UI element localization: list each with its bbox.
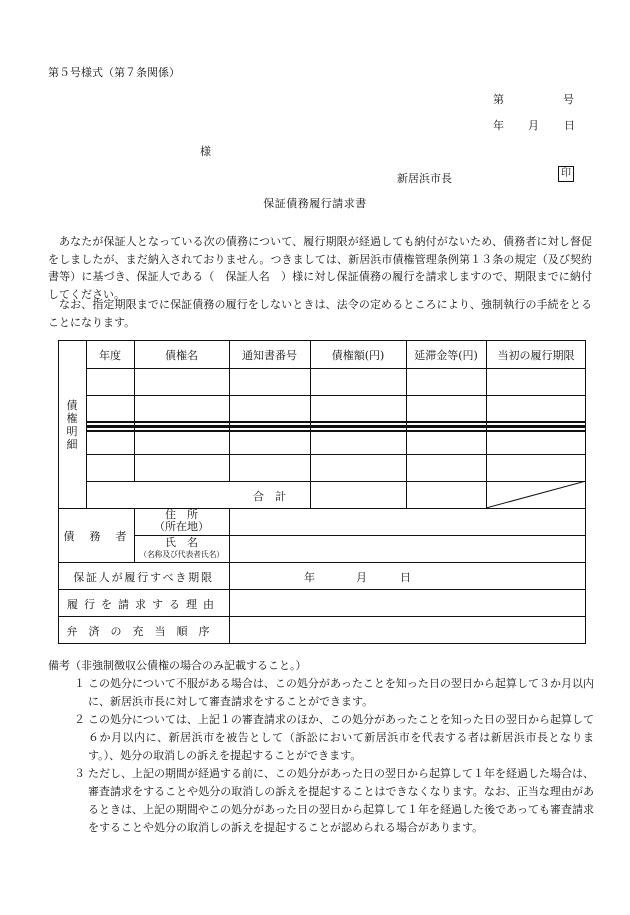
address-label-line1: 住 所 <box>165 508 198 521</box>
col-header-claim-name: 債権名 <box>165 349 198 362</box>
deadline-year-label: 年 <box>304 571 315 584</box>
document-title: 保証債務履行請求書 <box>263 197 367 210</box>
body-paragraph-2: なお、指定期限までに保証債務の履行をしないときは、法令の定めるところにより、強制執行の手続をとることになります。 <box>48 298 592 329</box>
total-label: 合 計 <box>253 490 286 503</box>
col-header-notice-number: 通知書番号 <box>242 349 297 362</box>
col-header-late-fee: 延滞金等(円) <box>414 349 478 362</box>
addressee-honorific: 様 <box>200 145 211 158</box>
col-header-year: 年度 <box>99 349 121 362</box>
col-divider-3 <box>310 340 311 508</box>
mayor-name: 新居浜市長 <box>397 172 452 185</box>
table-border-bottom <box>58 643 586 644</box>
deadline-bottom-rule <box>58 589 586 590</box>
deadline-label: 保証人が履行すべき期限 <box>73 571 214 584</box>
side-char: 権 <box>66 412 78 425</box>
total-diagonal-line <box>486 481 586 508</box>
thick-rule-1 <box>86 421 586 423</box>
remarks-item-number: ３ <box>74 767 85 780</box>
repayment-order-label: 弁済の充当順序 <box>66 625 221 638</box>
deadline-day-label: 日 <box>400 571 411 584</box>
date-month-label: 月 <box>528 119 539 132</box>
name-label <box>134 537 229 561</box>
col-header-original-deadline: 当初の履行期限 <box>497 349 575 362</box>
side-char: 債 <box>66 399 78 412</box>
value-column-divider <box>229 508 230 644</box>
debtor-bottom-rule <box>58 562 586 563</box>
header-row-rule <box>86 368 586 369</box>
thick-rule-2 <box>86 425 586 428</box>
name-label-line1: 氏 名 <box>165 536 198 549</box>
address-label <box>134 509 229 533</box>
debtor-label: 債 務 者 <box>63 530 129 543</box>
side-label-claim-details <box>58 399 86 451</box>
body-paragraph-1: あなたが保証人となっている次の債務について、履行期限が経過しても納付がないため、債務者に対し督促をしましたが、まだ納入されておりません。つきましては、新居浜市債権管理条例第１３条の規定（及び契約書等）に基づき、保証人である（ 保証人名 ）様に対し保証債務の履行を請求しますので、期限までに納付してください。 <box>48 235 592 301</box>
remarks-section <box>48 657 594 837</box>
date-day-label: 日 <box>564 119 575 132</box>
reason-bottom-rule <box>58 616 586 617</box>
row-rule-1 <box>86 395 586 396</box>
name-label-line2: （名称及び代表者氏名） <box>139 550 224 559</box>
side-column-divider <box>86 340 87 508</box>
debtor-mid-rule <box>134 535 586 536</box>
row-rule-2 <box>86 454 586 455</box>
remarks-heading: 備考（非強制徴収公債権の場合のみ記載すること。） <box>48 659 307 672</box>
remarks-item-text: この処分について不服がある場合は、この処分があったことを知った日の翌日から起算して３か月以内に、新居浜市長に対して審査請求をすることができます。 <box>88 677 594 708</box>
date-year-label: 年 <box>493 119 504 132</box>
remarks-item-text: この処分については、上記１の審査請求のほか、この処分があったことを知った日の翌日から起算して６か月以内に、新居浜市を被告として（訴訟において新居浜市を代表する者は新居浜市長となります。）、処分の取消しの訴えを提起することができます。 <box>88 713 594 762</box>
document-number-go-label: 号 <box>563 93 574 106</box>
table-border-top <box>58 340 586 341</box>
seal-stamp: 印 <box>558 166 574 182</box>
remarks-item-text: ただし、上記の期間が経過する前に、この処分があった日の翌日から起算して１年を経過した場合は、審査請求をすることや処分の取消しの訴えを提起することはできなくなります。なお、正当な理由があるときは、上記の期間やこの処分があった日の翌日から起算して１年を経過した後であっても審査請求をすることや処分の取消しの訴えを提起することが認められる場合があります。 <box>88 767 594 834</box>
side-char: 細 <box>66 438 78 451</box>
form-code: 第５号様式（第７条関係） <box>48 66 180 79</box>
col-header-claim-amount: 債権額(円) <box>331 349 385 362</box>
deadline-month-label: 月 <box>356 571 367 584</box>
reason-label: 履行を請求する理由 <box>67 598 220 611</box>
col-divider-4 <box>406 340 407 508</box>
remarks-item <box>48 711 594 765</box>
address-label-line2: （所在地） <box>154 520 209 533</box>
remarks-item-number: ２ <box>74 713 85 726</box>
remarks-item-number: １ <box>74 677 85 690</box>
remarks-item <box>48 675 594 711</box>
remarks-item <box>48 765 594 837</box>
claim-detail-table <box>58 340 586 644</box>
document-number-dai-label: 第 <box>493 93 504 106</box>
thick-rule-3 <box>86 430 586 432</box>
side-char: 明 <box>66 425 78 438</box>
